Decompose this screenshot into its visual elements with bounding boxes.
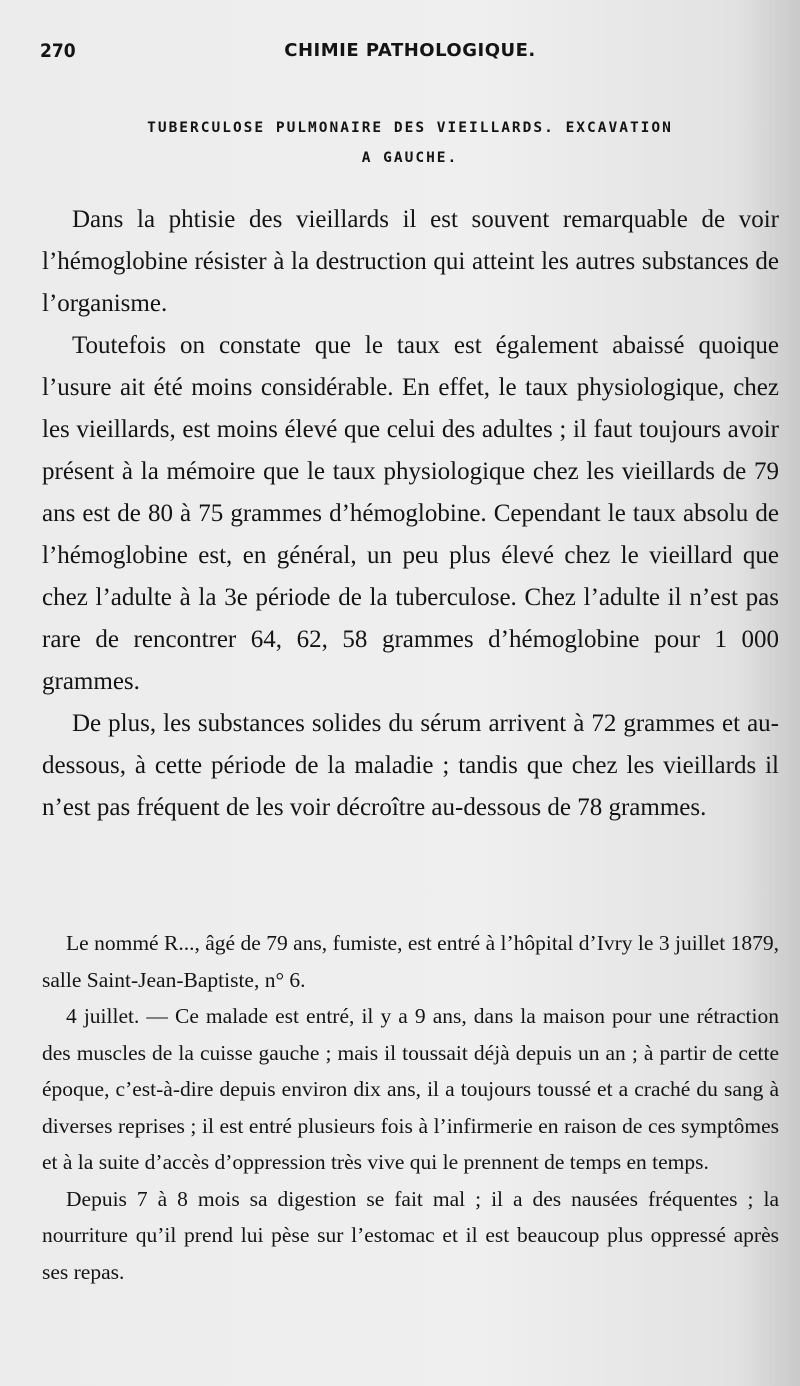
page-number: 270 xyxy=(40,40,76,62)
section-title-line-1: TUBERCULOSE PULMONAIRE DES VIEILLARDS. EXCAVATION xyxy=(147,120,673,136)
case-paragraph-1: Le nommé R..., âgé de 79 ans, fumiste, est entré à l’hôpital d’Ivry le 3 juillet 1879, salle Saint-Jean-Baptiste, n° 6. xyxy=(42,931,779,992)
section-title-line-2: A GAUCHE. xyxy=(361,150,459,166)
main-text xyxy=(42,199,779,829)
section-title xyxy=(40,113,780,173)
case-paragraph-3: Depuis 7 à 8 mois sa digestion se fait mal ; il a des nausées fréquentes ; la nourriture qu’il prend lui pèse sur l’estomac et il est beaucoup plus oppressé après ses repas. xyxy=(42,1186,779,1284)
paragraph-3: De plus, les substances solides du sérum arrivent à 72 grammes et au-dessous, à cette période de la maladie ; tandis que chez les vieillards il n’est pas fréquent de les voir décroître au-dessous de 78 grammes. xyxy=(42,710,779,821)
running-head: CHIMIE PATHOLOGIQUE. xyxy=(284,40,536,61)
paragraph-1: Dans la phtisie des vieillards il est souvent remarquable de voir l’hémoglobine résister à la destruction qui atteint les autres substances de l’organisme. xyxy=(42,206,779,317)
case-report xyxy=(42,925,779,1290)
paragraph-2: Toutefois on constate que le taux est également abaissé quoique l’usure ait été moins considérable. En effet, le taux physiologique, chez les vieillards, est moins élevé que celui des adultes ; il faut toujours avoir présent à la mémoire que le taux physiologique chez les vieillards de 79 ans est de 80 à 75 grammes d’hémoglobine. Cependant le taux absolu de l’hémoglobine est, en général, un peu plus élevé chez le vieillard que chez l’adulte à la 3e période de la tuberculose. Chez l’adulte il n’est pas rare de rencontrer 64, 62, 58 grammes d’hémoglobine pour 1 000 grammes. xyxy=(42,332,779,695)
page-header xyxy=(40,40,780,70)
case-paragraph-2: 4 juillet. — Ce malade est entré, il y a 9 ans, dans la maison pour une rétraction des muscles de la cuisse gauche ; mais il toussait déjà depuis un an ; à partir de cette époque, c’est-à-dire depuis environ dix ans, il a toujours toussé et a craché du sang à diverses reprises ; il est entré plusieurs fois à l’infirmerie en raison de ces symptômes et à la suite d’accès d’oppression très vive qui le prennent de temps en temps. xyxy=(42,1004,779,1174)
